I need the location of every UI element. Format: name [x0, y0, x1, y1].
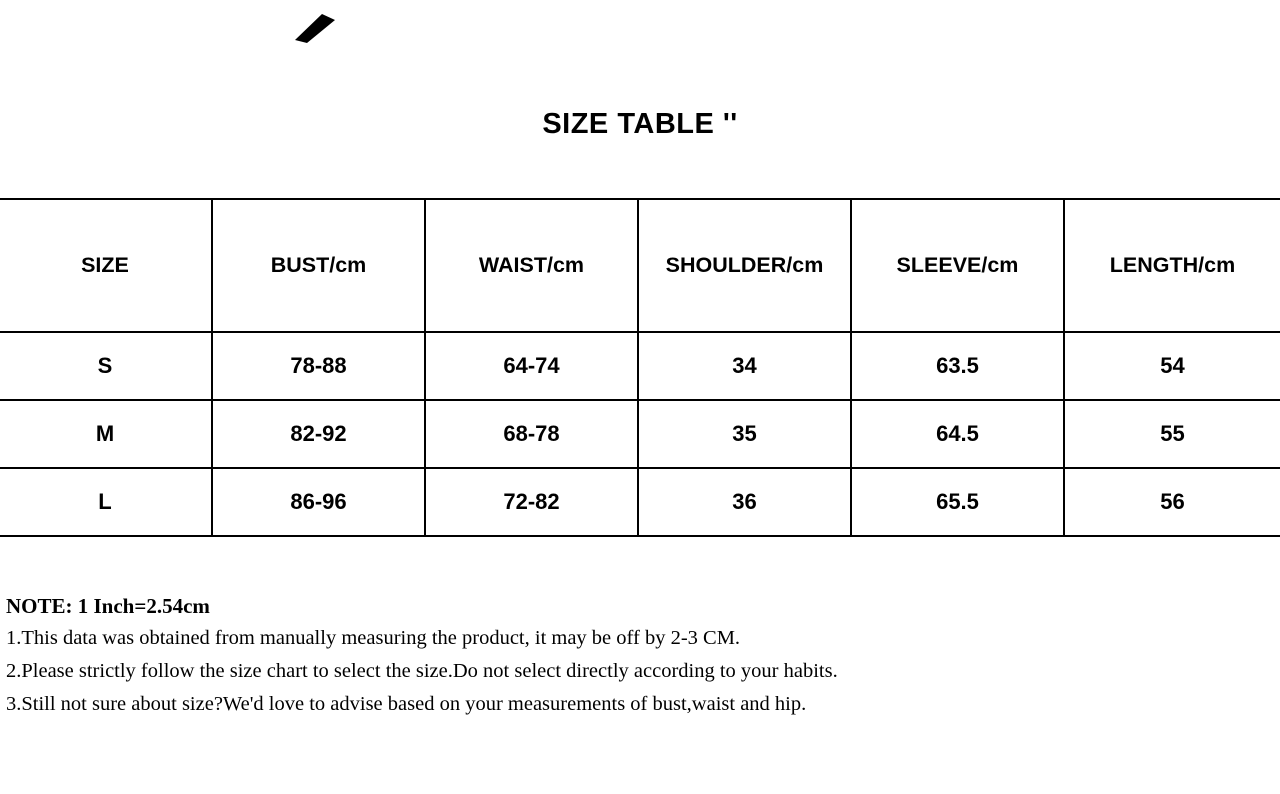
notes-section [6, 594, 1274, 722]
note-line-3: 3.Still not sure about size?We'd love to advise based on your measurements of bust,waist and hip. [6, 693, 807, 716]
cell-size: L [0, 468, 212, 536]
cell-size: S [0, 332, 212, 400]
column-header-waist: WAIST/cm [425, 199, 638, 332]
cell-sleeve: 63.5 [851, 332, 1064, 400]
diagonal-slash-icon [292, 13, 338, 43]
table-header-row [0, 199, 1280, 332]
cell-sleeve: 65.5 [851, 468, 1064, 536]
column-header-size: SIZE [0, 199, 212, 332]
note-line-1: 1.This data was obtained from manually measuring the product, it may be off by 2-3 CM. [6, 627, 741, 649]
column-header-sleeve: SLEEVE/cm [851, 199, 1064, 332]
table-row [0, 400, 1280, 468]
table-row [0, 332, 1280, 400]
column-header-length: LENGTH/cm [1064, 199, 1280, 332]
cell-length: 55 [1064, 400, 1280, 468]
size-table [0, 198, 1280, 537]
cell-size: M [0, 400, 212, 468]
cell-sleeve: 64.5 [851, 400, 1064, 468]
table-row [0, 468, 1280, 536]
cell-shoulder: 34 [638, 332, 851, 400]
note-heading: NOTE: 1 Inch=2.54cm [6, 594, 210, 618]
note-line-2: 2.Please strictly follow the size chart to select the size.Do not select directly according to your habits. [6, 660, 838, 683]
cell-shoulder: 35 [638, 400, 851, 468]
cell-waist: 72-82 [425, 468, 638, 536]
cell-bust: 78-88 [212, 332, 425, 400]
cell-bust: 82-92 [212, 400, 425, 468]
size-table-container [0, 198, 1280, 537]
cell-shoulder: 36 [638, 468, 851, 536]
column-header-shoulder: SHOULDER/cm [638, 199, 851, 332]
cell-length: 54 [1064, 332, 1280, 400]
cell-bust: 86-96 [212, 468, 425, 536]
column-header-bust: BUST/cm [212, 199, 425, 332]
cell-waist: 64-74 [425, 332, 638, 400]
cell-waist: 68-78 [425, 400, 638, 468]
page-title: SIZE TABLE '' [542, 108, 738, 140]
cell-length: 56 [1064, 468, 1280, 536]
